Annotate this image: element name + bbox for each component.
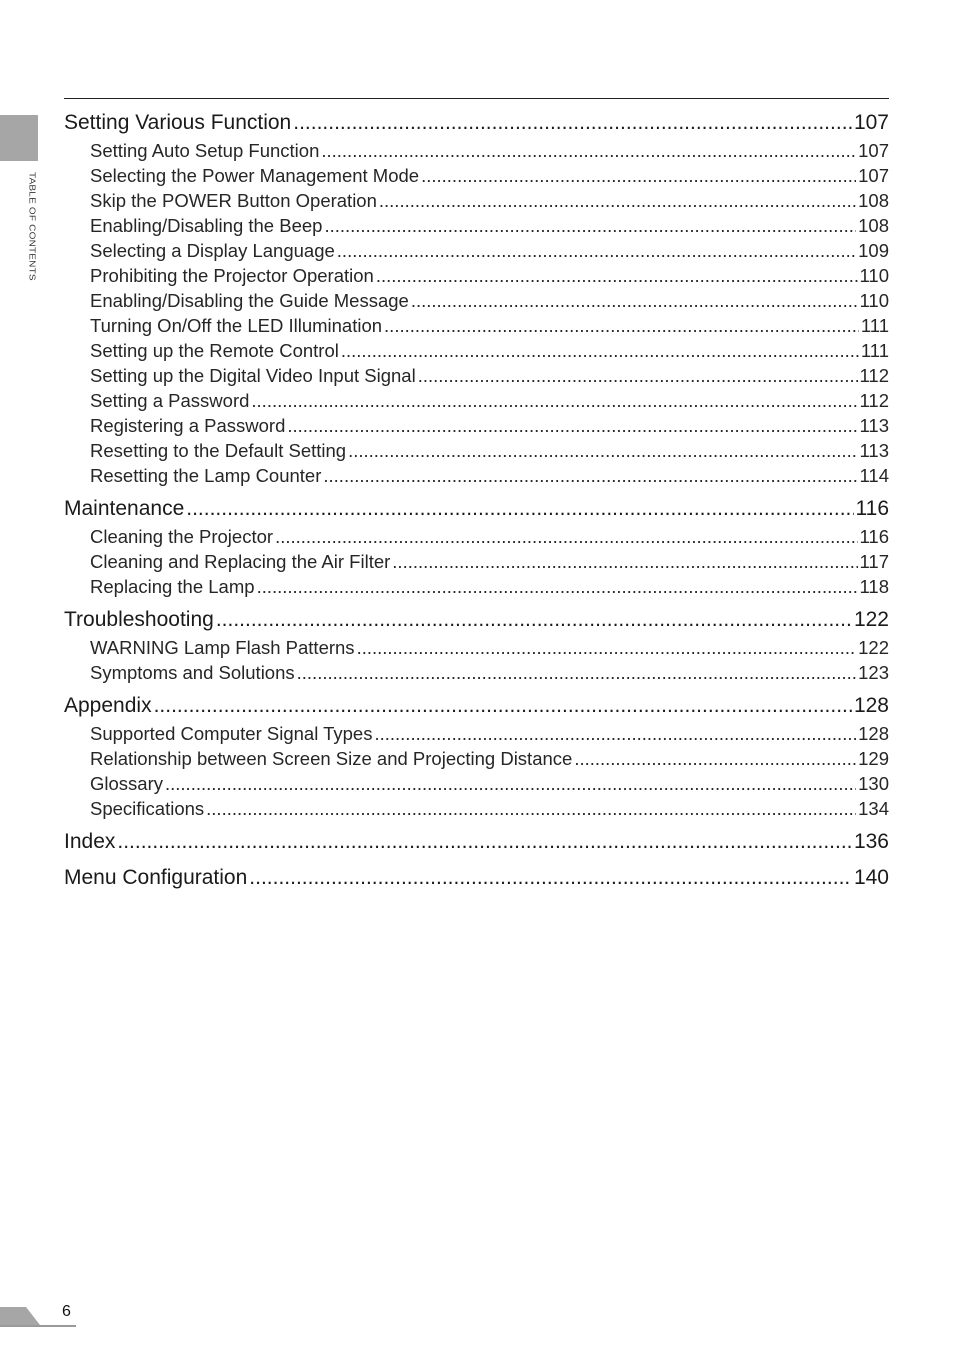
toc-entry-title: Resetting to the Default Setting: [90, 440, 347, 461]
toc-subsection-entry[interactable]: [64, 746, 889, 771]
dot-leader: [257, 574, 858, 599]
toc-entry-page-number: 122: [853, 608, 889, 631]
toc-subsection-entry[interactable]: [64, 388, 889, 413]
toc-subsection-entry[interactable]: [64, 263, 889, 288]
toc-entry-title: Specifications: [90, 798, 205, 819]
toc-entry-page-number: 108: [858, 215, 889, 236]
toc-entry-page-number: 113: [859, 440, 889, 461]
dot-leader: [216, 604, 852, 635]
toc-section-entry[interactable]: [64, 690, 889, 721]
dot-leader: [186, 493, 853, 524]
toc-entry-title: Skip the POWER Button Operation: [90, 190, 377, 211]
toc-subsection-entry[interactable]: [64, 721, 889, 746]
toc-subsection-entry[interactable]: [64, 188, 889, 213]
dot-leader: [418, 363, 858, 388]
toc-entry-title: Prohibiting the Projector Operation: [90, 265, 374, 286]
toc-entry-page-number: 107: [858, 165, 889, 186]
toc-subsection-entry[interactable]: [64, 635, 889, 660]
toc-entry-title: Selecting a Display Language: [90, 240, 335, 261]
dot-leader: [251, 388, 857, 413]
toc-entry-page-number: 122: [858, 637, 889, 658]
toc-entry-page-number: 107: [858, 140, 889, 161]
toc-entry-title: Menu Configuration: [64, 866, 248, 889]
section-tab-marker: [0, 115, 38, 161]
toc-entry-title: Maintenance: [64, 497, 185, 520]
page-number: 6: [62, 1303, 71, 1320]
toc-entry-page-number: 113: [859, 415, 889, 436]
toc-entry-page-number: 109: [858, 240, 889, 261]
toc-subsection-entry[interactable]: [64, 313, 889, 338]
section-tab-label: TABLE OF CONTENTS: [27, 172, 37, 281]
toc-section-entry[interactable]: [64, 826, 889, 857]
toc-entry-page-number: 110: [859, 265, 889, 286]
toc-entry-page-number: 111: [860, 340, 889, 361]
dot-leader: [392, 549, 857, 574]
toc-subsection-entry[interactable]: [64, 574, 889, 599]
toc-entry-title: Registering a Password: [90, 415, 286, 436]
toc-entry-title: Setting a Password: [90, 390, 250, 411]
toc-entry-title: Resetting the Lamp Counter: [90, 465, 322, 486]
toc-subsection-entry[interactable]: [64, 463, 889, 488]
toc-entry-page-number: 107: [853, 111, 889, 134]
toc-entry-page-number: 130: [858, 773, 889, 794]
dot-leader: [337, 238, 856, 263]
toc-entry-page-number: 128: [853, 694, 889, 717]
dot-leader: [275, 524, 857, 549]
toc-entry-title: Supported Computer Signal Types: [90, 723, 373, 744]
toc-entry-page-number: 140: [853, 866, 889, 889]
toc-section-entry[interactable]: [64, 862, 889, 893]
dot-leader: [323, 463, 857, 488]
toc-entry-page-number: 114: [859, 465, 889, 486]
toc-section-entry[interactable]: [64, 107, 889, 138]
toc-entry-title: Selecting the Power Management Mode: [90, 165, 420, 186]
toc-entry-title: Turning On/Off the LED Illumination: [90, 315, 383, 336]
dot-leader: [574, 746, 856, 771]
toc-entry-title: Setting Auto Setup Function: [90, 140, 320, 161]
dot-leader: [348, 438, 857, 463]
toc-entry-page-number: 116: [855, 497, 889, 520]
toc-entry-title: Glossary: [90, 773, 163, 794]
dot-leader: [341, 338, 859, 363]
dot-leader: [206, 796, 856, 821]
toc-entry-title: Cleaning and Replacing the Air Filter: [90, 551, 391, 572]
dot-leader: [297, 660, 856, 685]
toc-entry-title: Setting up the Digital Video Input Signal: [90, 365, 416, 386]
toc-entry-page-number: 116: [859, 526, 889, 547]
toc-subsection-entry[interactable]: [64, 549, 889, 574]
toc-subsection-entry[interactable]: [64, 771, 889, 796]
dot-leader: [321, 138, 856, 163]
toc-entry-page-number: 129: [858, 748, 889, 769]
toc-subsection-entry[interactable]: [64, 213, 889, 238]
dot-leader: [421, 163, 856, 188]
dot-leader: [287, 413, 857, 438]
toc-entry-page-number: 123: [858, 662, 889, 683]
dot-leader: [411, 288, 858, 313]
dot-leader: [165, 771, 856, 796]
toc-entry-title: Appendix: [64, 694, 152, 717]
toc-subsection-entry[interactable]: [64, 524, 889, 549]
toc-section-entry[interactable]: [64, 493, 889, 524]
toc-entry-title: Index: [64, 830, 116, 853]
toc-entry-title: Replacing the Lamp: [90, 576, 255, 597]
toc-subsection-entry[interactable]: [64, 796, 889, 821]
dot-leader: [293, 107, 852, 138]
toc-entry-title: Cleaning the Projector: [90, 526, 274, 547]
dot-leader: [379, 188, 856, 213]
toc-entry-page-number: 111: [860, 315, 889, 336]
toc-entry-title: Enabling/Disabling the Guide Message: [90, 290, 409, 311]
toc-entry-title: Enabling/Disabling the Beep: [90, 215, 323, 236]
dot-leader: [324, 213, 856, 238]
toc-entry-page-number: 136: [853, 830, 889, 853]
toc-entry-title: Troubleshooting: [64, 608, 214, 631]
toc-section-entry[interactable]: [64, 604, 889, 635]
dot-leader: [249, 862, 852, 893]
toc-subsection-entry[interactable]: [64, 338, 889, 363]
toc-entry-page-number: 108: [858, 190, 889, 211]
top-rule: [64, 98, 889, 99]
toc-subsection-entry[interactable]: [64, 238, 889, 263]
dot-leader: [376, 263, 858, 288]
dot-leader: [117, 826, 852, 857]
dot-leader: [384, 313, 859, 338]
toc-subsection-entry[interactable]: [64, 138, 889, 163]
dot-leader: [357, 635, 857, 660]
toc-subsection-entry[interactable]: [64, 660, 889, 685]
dot-leader: [374, 721, 856, 746]
toc-entry-page-number: 118: [859, 576, 889, 597]
dot-leader: [154, 690, 852, 721]
table-of-contents: [64, 107, 889, 893]
toc-entry-title: Symptoms and Solutions: [90, 662, 295, 683]
toc-entry-page-number: 117: [859, 551, 889, 572]
toc-entry-title: WARNING Lamp Flash Patterns: [90, 637, 355, 658]
toc-subsection-entry[interactable]: [64, 413, 889, 438]
toc-entry-page-number: 112: [859, 390, 889, 411]
toc-entry-page-number: 110: [859, 290, 889, 311]
toc-entry-title: Relationship between Screen Size and Projecting Distance: [90, 748, 573, 769]
toc-subsection-entry[interactable]: [64, 288, 889, 313]
toc-entry-title: Setting Various Function: [64, 111, 292, 134]
toc-subsection-entry[interactable]: [64, 438, 889, 463]
toc-entry-page-number: 112: [859, 365, 889, 386]
toc-subsection-entry[interactable]: [64, 163, 889, 188]
toc-subsection-entry[interactable]: [64, 363, 889, 388]
toc-entry-title: Setting up the Remote Control: [90, 340, 339, 361]
toc-entry-page-number: 128: [858, 723, 889, 744]
toc-entry-page-number: 134: [858, 798, 889, 819]
